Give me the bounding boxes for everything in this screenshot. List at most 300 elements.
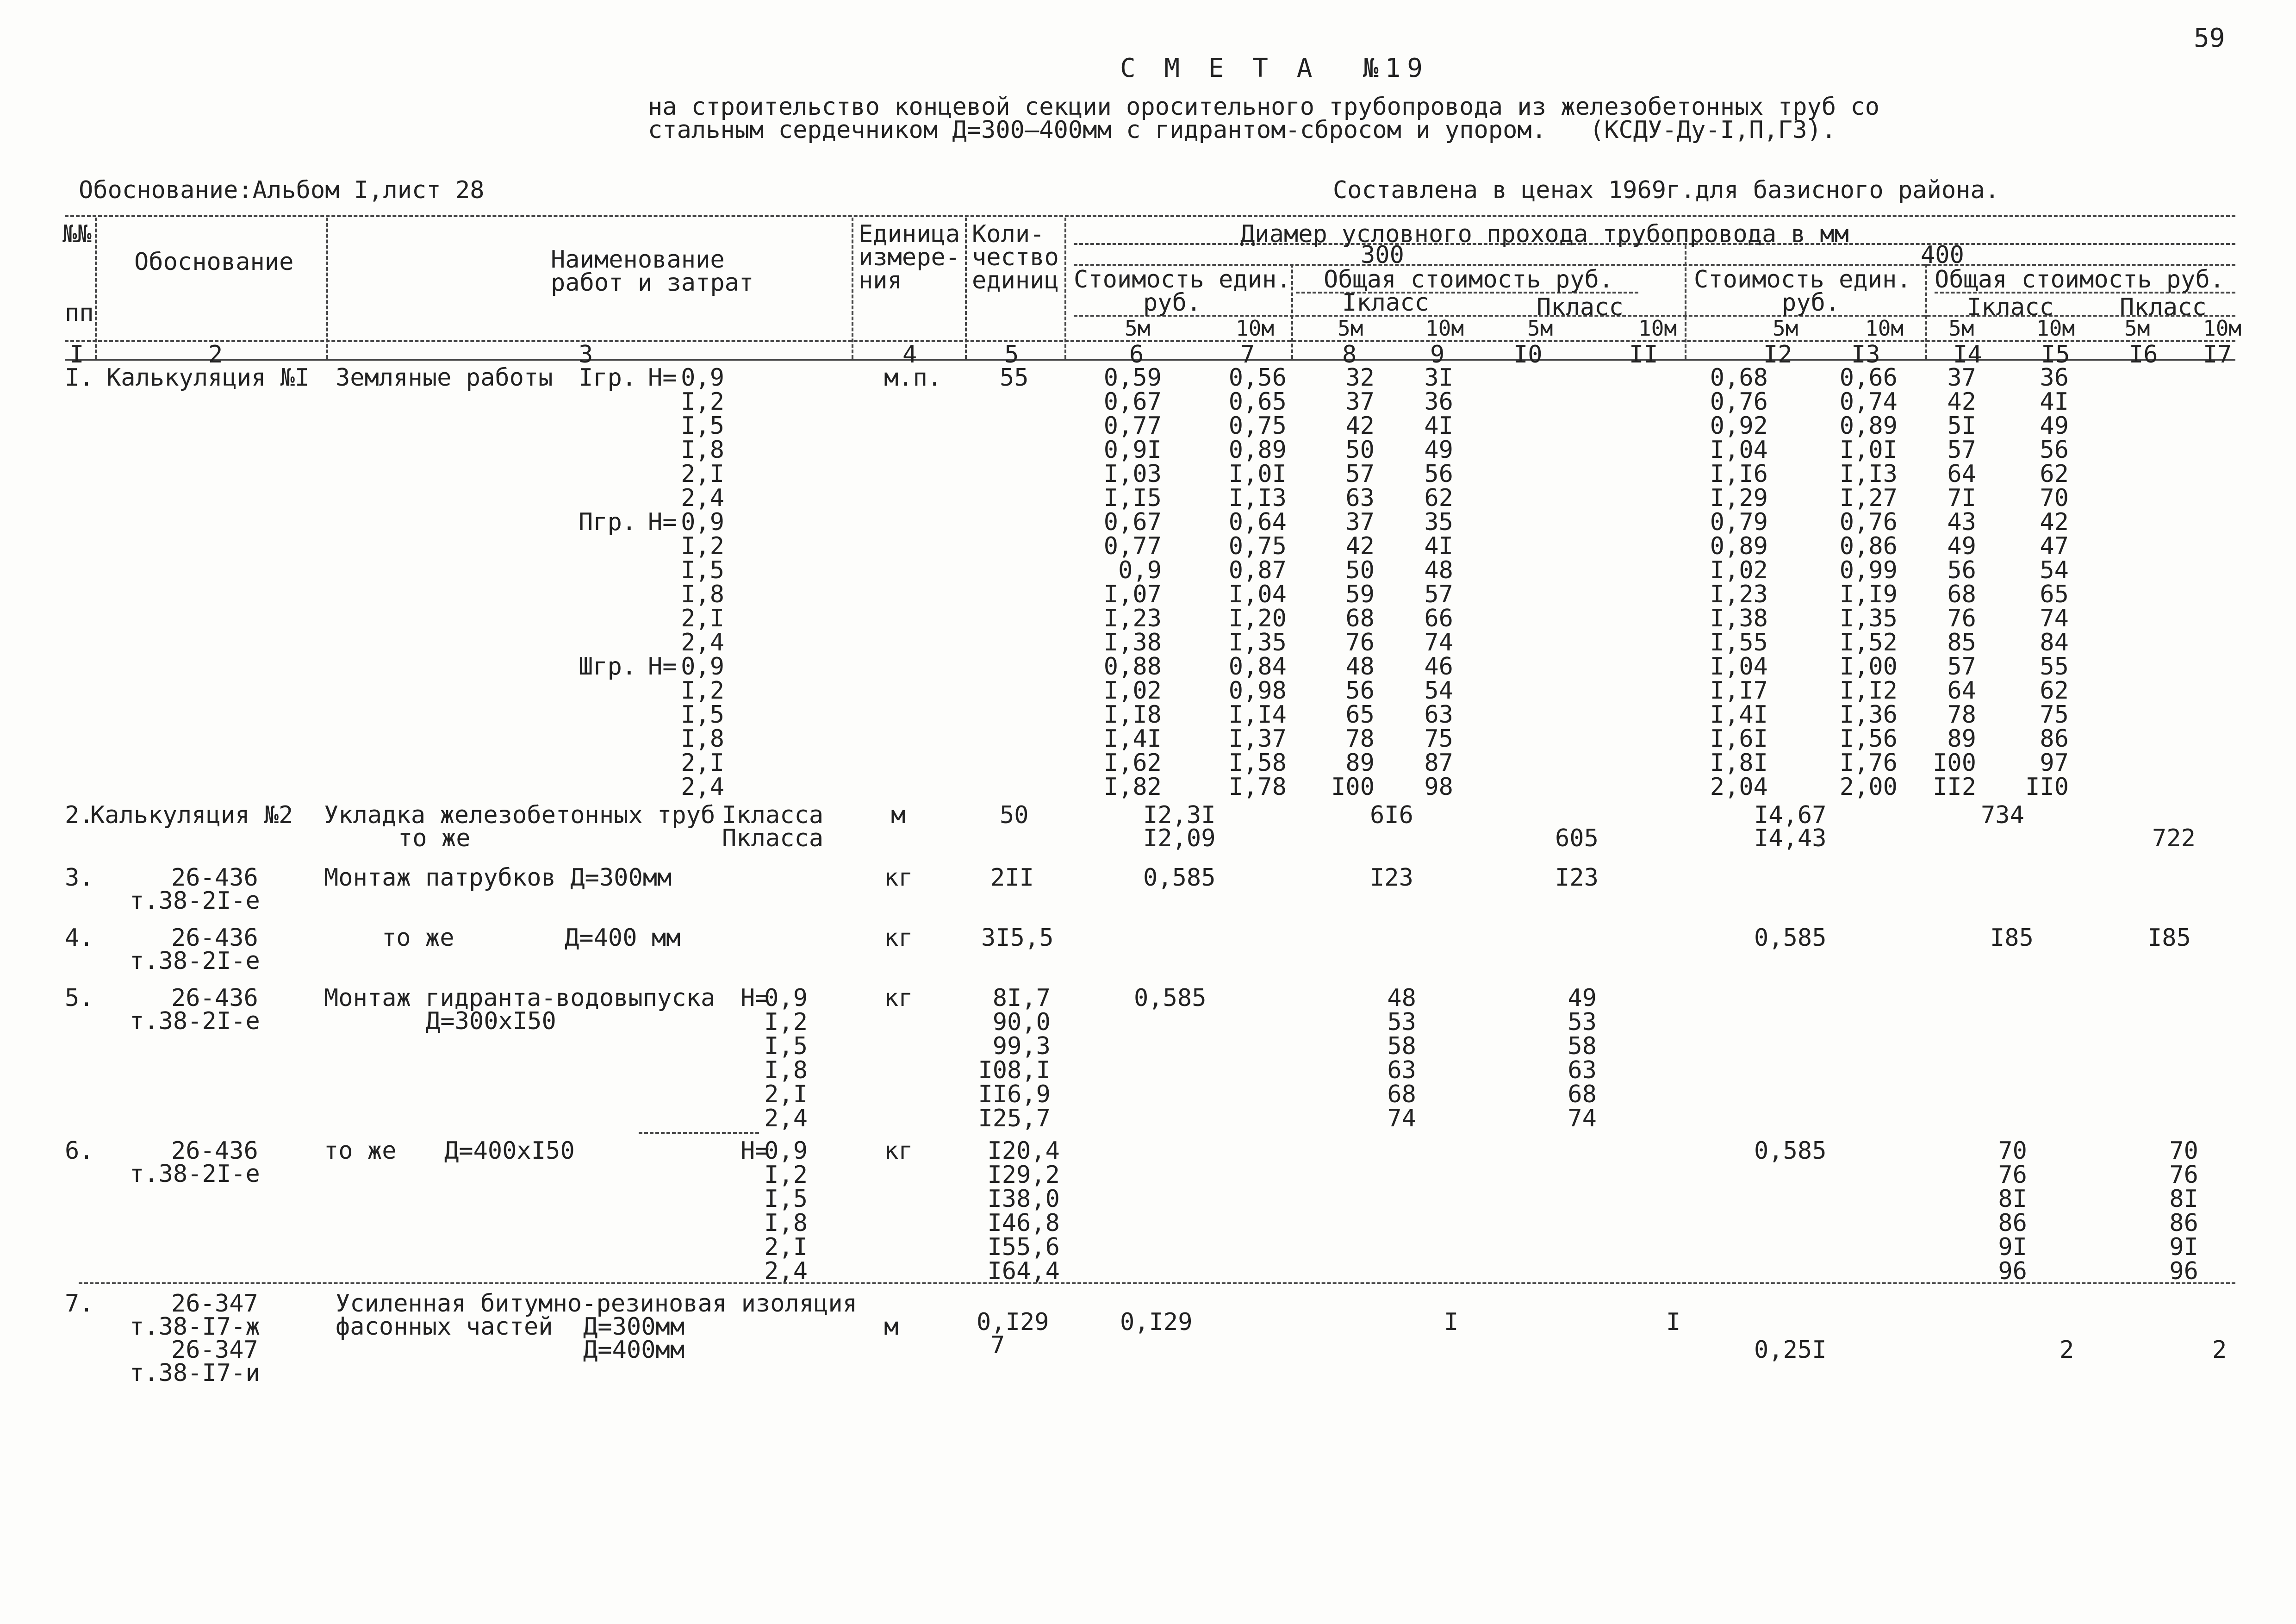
row1-col13-item: 0,99 xyxy=(1839,556,1898,584)
row5-col10 xyxy=(1555,986,1597,1131)
row7-basis-4: т.38-I7-и xyxy=(130,1359,260,1387)
header-diameter: Диамер условного прохода трубопровода в мм xyxy=(1240,220,1849,248)
colnum-11: II xyxy=(1629,341,1658,369)
row1-col14-item: 89 xyxy=(1947,725,1976,753)
row6-num: 6. xyxy=(65,1137,94,1165)
header-qty-1: Коли- xyxy=(972,220,1045,248)
row1-col15-item: 62 xyxy=(2040,460,2069,488)
row1-col7-item: I,0I xyxy=(1228,460,1287,488)
row1-h-values-item: I,8 xyxy=(681,725,724,753)
row7-col6: 0,I29 xyxy=(1120,1308,1193,1336)
header-5m-c6: 5м xyxy=(1125,316,1151,341)
colnum-4: 4 xyxy=(902,341,917,369)
row1-col12-item: I,55 xyxy=(1710,629,1768,656)
row1-col7 xyxy=(1213,366,1287,799)
row6-col16-item: 70 xyxy=(2169,1137,2198,1165)
header-d300: 300 xyxy=(1361,241,1404,269)
row6-basis-1: 26-436 xyxy=(171,1137,258,1165)
row6-col14-item: 70 xyxy=(1998,1137,2027,1165)
row1-col12-item: I,29 xyxy=(1710,484,1768,512)
row1-col14-item: 68 xyxy=(1947,581,1976,608)
row2-name-2: то же xyxy=(398,824,471,852)
row6-qty-item: I38,0 xyxy=(987,1185,1060,1213)
header-10m-c13: 10м xyxy=(1865,316,1904,341)
row5-qty-item: 8I,7 xyxy=(992,984,1051,1012)
row1-col15-item: 47 xyxy=(2040,532,2069,560)
header-num-2: пп xyxy=(65,299,94,327)
row1-h-values-item: I,8 xyxy=(681,436,724,464)
row6-h-values-item: I,5 xyxy=(764,1185,808,1213)
row4-name-1: то же xyxy=(382,924,454,952)
row5-col10-item: 53 xyxy=(1568,1008,1597,1036)
row1-col14-item: 37 xyxy=(1947,364,1976,392)
row1-col6-item: 0,9I xyxy=(1103,436,1162,464)
row4-col12: 0,585 xyxy=(1754,924,1827,952)
row1-col12-item: I,4I xyxy=(1710,701,1768,729)
row5-qty-item: II6,9 xyxy=(978,1081,1051,1108)
row6-col16-item: 86 xyxy=(2169,1209,2198,1237)
row5-sep xyxy=(639,1132,759,1134)
row5-col10-item: 49 xyxy=(1568,984,1597,1012)
row1-col7-item: I,I3 xyxy=(1228,484,1287,512)
row5-col10-item: 58 xyxy=(1568,1032,1597,1060)
row1-col6-item: 0,67 xyxy=(1103,508,1162,536)
row1-col15-item: 86 xyxy=(2040,725,2069,753)
row1-col7-item: 0,75 xyxy=(1228,532,1287,560)
row1-col9-item: 35 xyxy=(1424,508,1453,536)
row1-col14-item: 57 xyxy=(1947,436,1976,464)
header-class1-300: Iкласс xyxy=(1342,289,1429,317)
row2-col14: 734 xyxy=(1981,801,2024,829)
header-10m-c9: 10м xyxy=(1425,316,1464,341)
colnum-12: I2 xyxy=(1763,341,1792,369)
header-unit-3: ния xyxy=(859,267,902,294)
row6-name-2: Д=400хI50 xyxy=(444,1137,575,1165)
row1-col6-item: I,4I xyxy=(1103,725,1162,753)
row1-col6-item: I,82 xyxy=(1103,773,1162,801)
row3-col10: I23 xyxy=(1555,864,1599,892)
row2-name-1: Укладка железобетонных труб xyxy=(324,801,716,829)
row7-qty-2: 7 xyxy=(990,1331,1005,1359)
row1-col14-item: II2 xyxy=(1933,773,1976,801)
row6-col16-item: 76 xyxy=(2169,1161,2198,1189)
row6-sep xyxy=(79,1282,2235,1284)
row5-h-values-item: I,2 xyxy=(764,1008,808,1036)
row1-col6-item: I,I8 xyxy=(1103,701,1162,729)
row1-col15-item: 65 xyxy=(2040,581,2069,608)
row4-name-2: Д=400 мм xyxy=(565,924,681,952)
row2-class-1: Iкласса xyxy=(722,801,824,829)
row1-col6-item: 0,77 xyxy=(1103,412,1162,440)
row1-col15 xyxy=(2018,366,2069,799)
row5-qty-item: I08,I xyxy=(978,1056,1051,1084)
row1-col9-item: 46 xyxy=(1424,653,1453,681)
row1-col8-item: 37 xyxy=(1345,388,1375,416)
row4-col14: I85 xyxy=(1990,924,2034,952)
row1-h-values-item: I,2 xyxy=(681,677,724,705)
row7-col14: 2 xyxy=(2060,1336,2074,1364)
row5-h-values-item: 2,4 xyxy=(764,1105,808,1132)
row1-num: I. xyxy=(65,364,94,392)
header-10m-c17: 10м xyxy=(2203,316,2242,341)
vsep xyxy=(965,218,967,359)
row5-col8-item: 74 xyxy=(1387,1105,1416,1132)
row1-col12-item: 0,76 xyxy=(1710,388,1768,416)
row6-name-1: то же xyxy=(324,1137,397,1165)
row1-col13-item: I,I9 xyxy=(1839,581,1898,608)
row1-col6-item: 0,9 xyxy=(1118,556,1162,584)
row1-col15-item: 74 xyxy=(2040,605,2069,632)
vsep xyxy=(1291,264,1293,359)
colnum-6: 6 xyxy=(1129,341,1144,369)
row5-col6: 0,585 xyxy=(1134,984,1207,1012)
row1-h-values-item: I,5 xyxy=(681,701,724,729)
row1-col8-item: 56 xyxy=(1345,677,1375,705)
row1-col9-item: 36 xyxy=(1424,388,1453,416)
row1-h-label-1: Н= xyxy=(648,364,677,392)
row1-col8-item: 65 xyxy=(1345,701,1375,729)
row6-h-label: Н= xyxy=(740,1137,770,1165)
row1-col6-item: 0,77 xyxy=(1103,532,1162,560)
header-unit-1: Единица xyxy=(859,220,960,248)
row6-col16-item: 8I xyxy=(2169,1185,2198,1213)
header-unit-cost-300: Стоимость един. xyxy=(1074,266,1291,294)
row1-col12-item: I,02 xyxy=(1710,556,1768,584)
row6-col16 xyxy=(2152,1139,2198,1283)
row4-unit: кг xyxy=(884,924,913,952)
row1-col7-item: 0,89 xyxy=(1228,436,1287,464)
vsep xyxy=(1064,218,1066,359)
row5-qty-item: 90,0 xyxy=(992,1008,1051,1036)
row1-col13-item: 0,89 xyxy=(1839,412,1898,440)
row1-col12 xyxy=(1694,366,1768,799)
row1-col15-item: II0 xyxy=(2025,773,2069,801)
row1-h-values-item: 2,4 xyxy=(681,484,724,512)
row1-h-values-item: I,5 xyxy=(681,556,724,584)
colnum-17: I7 xyxy=(2203,341,2232,369)
row1-col9-item: 75 xyxy=(1424,725,1453,753)
row7-name-4: Д=400мм xyxy=(583,1336,685,1364)
colnum-9: 9 xyxy=(1430,341,1445,369)
row1-col6-item: I,38 xyxy=(1103,629,1162,656)
colnum-14: I4 xyxy=(1953,341,1982,369)
row4-basis-2: т.38-2I-е xyxy=(130,947,260,975)
header-top-rule xyxy=(65,215,2235,217)
header-class2-400: Пкласс xyxy=(2120,294,2207,321)
row1-col13-item: 0,66 xyxy=(1839,364,1898,392)
row6-qty-item: I20,4 xyxy=(987,1137,1060,1165)
row1-col13-item: I,0I xyxy=(1839,436,1898,464)
row2-class-2: Пкласса xyxy=(722,824,824,852)
row1-col13-item: I,36 xyxy=(1839,701,1898,729)
row1-col8-item: 32 xyxy=(1345,364,1375,392)
row2-col12-a: I4,67 xyxy=(1754,801,1827,829)
row6-col16-item: 9I xyxy=(2169,1233,2198,1261)
row2-col16: 722 xyxy=(2152,824,2196,852)
row5-col10-item: 63 xyxy=(1568,1056,1597,1084)
row6-col14 xyxy=(1981,1139,2027,1283)
row1-col7-item: I,58 xyxy=(1228,749,1287,777)
row1-col6-item: I,07 xyxy=(1103,581,1162,608)
row7-unit: м xyxy=(884,1313,899,1341)
row1-col12-item: 0,79 xyxy=(1710,508,1768,536)
row1-col13-item: 0,86 xyxy=(1839,532,1898,560)
row1-col8-item: 68 xyxy=(1345,605,1375,632)
colnum-1: I xyxy=(69,341,84,369)
row1-col8-item: I00 xyxy=(1331,773,1375,801)
row1-col15-item: 4I xyxy=(2040,388,2069,416)
header-10m-c11: 10м xyxy=(1638,316,1677,341)
vsep xyxy=(1685,245,1686,359)
row6-qty-item: I55,6 xyxy=(987,1233,1060,1261)
row1-col6-item: I,62 xyxy=(1103,749,1162,777)
row1-col15-item: 56 xyxy=(2040,436,2069,464)
row1-col12-item: 0,68 xyxy=(1710,364,1768,392)
row1-col12-item: I,I6 xyxy=(1710,460,1768,488)
row2-qty: 50 xyxy=(1000,801,1029,829)
row1-h-values-item: I,2 xyxy=(681,388,724,416)
row1-group-1: Iгр. xyxy=(579,364,637,392)
header-qty-2: чество xyxy=(972,244,1059,271)
row1-group-2: Пгр. xyxy=(579,508,637,536)
row1-col12-item: 2,04 xyxy=(1710,773,1768,801)
row1-col12-item: I,I7 xyxy=(1710,677,1768,705)
row1-col9-item: 74 xyxy=(1424,629,1453,656)
row5-col8-item: 53 xyxy=(1387,1008,1416,1036)
row1-col6-item: 0,67 xyxy=(1103,388,1162,416)
row5-col10-item: 74 xyxy=(1568,1105,1597,1132)
row1-h-values xyxy=(676,366,724,799)
row7-col12: 0,25I xyxy=(1754,1336,1827,1364)
row3-qty: 2II xyxy=(990,864,1034,892)
row1-col9-item: 62 xyxy=(1424,484,1453,512)
row3-num: 3. xyxy=(65,864,94,892)
header-5m-c16: 5м xyxy=(2124,316,2150,341)
row1-col14-item: 5I xyxy=(1947,412,1976,440)
row5-h-label: Н= xyxy=(740,984,770,1012)
row1-h-values-item: I,8 xyxy=(681,581,724,608)
row1-group-3: Шгр. xyxy=(579,653,637,681)
row5-h-values-item: 2,I xyxy=(764,1081,808,1108)
row1-col7-item: I,20 xyxy=(1228,605,1287,632)
row1-col8-item: 48 xyxy=(1345,653,1375,681)
row1-col15-item: 54 xyxy=(2040,556,2069,584)
row1-col15-item: 84 xyxy=(2040,629,2069,656)
row3-unit: кг xyxy=(884,864,913,892)
row2-num: 2. xyxy=(65,801,94,829)
row1-col15-item: 70 xyxy=(2040,484,2069,512)
row1-col8-item: 42 xyxy=(1345,412,1375,440)
row1-col6-item: I,02 xyxy=(1103,677,1162,705)
row4-basis-1: 26-436 xyxy=(171,924,258,952)
row3-col8: I23 xyxy=(1370,864,1413,892)
row1-col13-item: 0,76 xyxy=(1839,508,1898,536)
row1-col8-item: 59 xyxy=(1345,581,1375,608)
colnum-2: 2 xyxy=(208,341,223,369)
vsep xyxy=(852,218,853,359)
row1-col7-item: I,I4 xyxy=(1228,701,1287,729)
header-5m-c8: 5м xyxy=(1338,316,1363,341)
row6-h-values-item: 2,I xyxy=(764,1233,808,1261)
row1-h-values-item: 2,I xyxy=(681,460,724,488)
row7-col8: I xyxy=(1444,1308,1459,1336)
row6-col14-item: 9I xyxy=(1998,1233,2027,1261)
row2-unit: м xyxy=(891,801,906,829)
row3-basis-2: т.38-2I-е xyxy=(130,887,260,915)
row1-col9-item: 56 xyxy=(1424,460,1453,488)
header-5m-c10: 5м xyxy=(1527,316,1553,341)
header-unit-cost-400: Стоимость един. xyxy=(1694,266,1911,294)
row1-col12-item: 0,92 xyxy=(1710,412,1768,440)
row6-col14-item: 86 xyxy=(1998,1209,2027,1237)
row1-col6-item: I,I5 xyxy=(1103,484,1162,512)
row1-col8-item: 50 xyxy=(1345,436,1375,464)
row1-col7-item: 0,87 xyxy=(1228,556,1287,584)
row6-h-values-item: 0,9 xyxy=(764,1137,808,1165)
row1-col6-item: 0,88 xyxy=(1103,653,1162,681)
colnum-8: 8 xyxy=(1342,341,1357,369)
row1-h-label-2: Н= xyxy=(648,508,677,536)
row1-col13-item: I,27 xyxy=(1839,484,1898,512)
row6-col14-item: 96 xyxy=(1998,1257,2027,1285)
subtitle-line-2: стальным сердечником Д=300–400мм с гидрантом-сбросом и упором. (КСДУ-Ду-I,П,ГЗ). xyxy=(648,116,1836,144)
row5-col8-item: 48 xyxy=(1387,984,1416,1012)
row1-col7-item: 0,75 xyxy=(1228,412,1287,440)
header-basis: Обоснование xyxy=(134,248,294,276)
row6-h-values-item: 2,4 xyxy=(764,1257,808,1285)
row1-col12-item: I,6I xyxy=(1710,725,1768,753)
header-5m-c14: 5м xyxy=(1948,316,1974,341)
row2-basis: Калькуляция №2 xyxy=(90,801,293,829)
row5-col8-item: 68 xyxy=(1387,1081,1416,1108)
row2-col6-b: I2,09 xyxy=(1143,824,1216,852)
row6-h-values-item: I,8 xyxy=(764,1209,808,1237)
header-mid-rule xyxy=(65,340,2235,342)
row1-col14-item: 76 xyxy=(1947,605,1976,632)
row7-name-3: Д=300мм xyxy=(583,1313,685,1341)
row1-col9 xyxy=(1407,366,1453,799)
row5-name-2: Д=300хI50 xyxy=(426,1007,556,1035)
header-total-cost-400: Общая стоимость руб. xyxy=(1935,266,2225,294)
row5-name-1: Монтаж гидранта-водовыпуска xyxy=(324,984,716,1012)
row4-qty: 3I5,5 xyxy=(981,924,1054,952)
row5-col10-item: 68 xyxy=(1568,1081,1597,1108)
colnum-13: I3 xyxy=(1851,341,1880,369)
colnum-15: I5 xyxy=(2041,341,2070,369)
row1-col14-item: 64 xyxy=(1947,460,1976,488)
row5-h-values-item: I,5 xyxy=(764,1032,808,1060)
basis-line: Обоснование:Альбом I,лист 28 xyxy=(79,176,485,204)
colnum-3: 3 xyxy=(579,341,593,369)
row1-h-label-3: Н= xyxy=(648,653,677,681)
row1-col6-item: I,03 xyxy=(1103,460,1162,488)
row1-col9-item: 63 xyxy=(1424,701,1453,729)
row1-h-values-item: I,2 xyxy=(681,532,724,560)
header-total-cost-300: Общая стоимость руб. xyxy=(1324,266,1614,294)
row6-unit: кг xyxy=(884,1137,913,1165)
row1-col8-item: 89 xyxy=(1345,749,1375,777)
row1-col8-item: 76 xyxy=(1345,629,1375,656)
row1-col9-item: 4I xyxy=(1424,532,1453,560)
header-class2-300: Пкласс xyxy=(1537,294,1624,321)
row1-col12-item: I,04 xyxy=(1710,653,1768,681)
row1-col7-item: 0,64 xyxy=(1228,508,1287,536)
row1-col13-item: 0,74 xyxy=(1839,388,1898,416)
row1-col14-item: 85 xyxy=(1947,629,1976,656)
colnum-10: I0 xyxy=(1513,341,1543,369)
row1-col9-item: 66 xyxy=(1424,605,1453,632)
row2-col10: 605 xyxy=(1555,824,1599,852)
header-d400: 400 xyxy=(1921,241,1964,269)
row1-name: Земляные работы xyxy=(336,364,553,392)
row1-col8-item: 63 xyxy=(1345,484,1375,512)
row5-col8 xyxy=(1375,986,1416,1131)
row6-col16-item: 96 xyxy=(2169,1257,2198,1285)
row1-col9-item: 98 xyxy=(1424,773,1453,801)
row1-col12-item: I,38 xyxy=(1710,605,1768,632)
document-title: С М Е Т А №19 xyxy=(1120,53,1430,83)
row6-basis-2: т.38-2I-е xyxy=(130,1160,260,1188)
subtitle-line-1: на строительство концевой секции оросительного трубопровода из железобетонных труб со xyxy=(648,93,1880,121)
row5-qty-item: 99,3 xyxy=(992,1032,1051,1060)
row1-col8-item: 57 xyxy=(1345,460,1375,488)
row1-basis: Калькуляция №I xyxy=(106,364,310,392)
row1-col7-item: 0,84 xyxy=(1228,653,1287,681)
row1-col9-item: 48 xyxy=(1424,556,1453,584)
row1-unit: м.п. xyxy=(884,364,942,392)
row1-col9-item: 54 xyxy=(1424,677,1453,705)
row1-col13-item: I,35 xyxy=(1839,605,1898,632)
colnum-16: I6 xyxy=(2129,341,2158,369)
row1-col8-item: 37 xyxy=(1345,508,1375,536)
row5-basis-2: т.38-2I-е xyxy=(130,1007,260,1035)
row1-col13-item: I,76 xyxy=(1839,749,1898,777)
row5-qty-item: I25,7 xyxy=(978,1105,1051,1132)
row2-col12-b: I4,43 xyxy=(1754,824,1827,852)
row1-col13-item: 2,00 xyxy=(1839,773,1898,801)
row1-col12-item: I,8I xyxy=(1710,749,1768,777)
row5-col8-item: 58 xyxy=(1387,1032,1416,1060)
row1-col15-item: 49 xyxy=(2040,412,2069,440)
row1-col9-item: 87 xyxy=(1424,749,1453,777)
row1-col15-item: 42 xyxy=(2040,508,2069,536)
row1-col7-item: 0,98 xyxy=(1228,677,1287,705)
row1-col8 xyxy=(1324,366,1375,799)
row1-h-values-item: 0,9 xyxy=(681,364,724,392)
row5-basis-1: 26-436 xyxy=(171,984,258,1012)
row7-qty-1: 0,I29 xyxy=(977,1308,1049,1336)
header-class1-400: Iкласс xyxy=(1967,294,2054,321)
row1-col13-item: I,I3 xyxy=(1839,460,1898,488)
row1-h-values-item: 0,9 xyxy=(681,508,724,536)
vsep xyxy=(1925,264,1927,359)
row5-qty xyxy=(972,986,1051,1131)
row1-h-values-item: 0,9 xyxy=(681,653,724,681)
row1-col13-item: I,00 xyxy=(1839,653,1898,681)
row7-name-2: фасонных частей xyxy=(336,1313,553,1341)
row1-col7-item: I,04 xyxy=(1228,581,1287,608)
row1-h-values-item: 2,I xyxy=(681,605,724,632)
header-unit-2: измере- xyxy=(859,244,960,271)
row5-num: 5. xyxy=(65,984,94,1012)
row6-qty xyxy=(972,1139,1060,1283)
row1-h-values-item: 2,I xyxy=(681,749,724,777)
header-rub-300: руб. xyxy=(1143,289,1201,317)
row1-col14-item: 78 xyxy=(1947,701,1976,729)
row7-name-1: Усиленная битумно-резиновая изоляция xyxy=(336,1290,858,1318)
row2-col8: 6I6 xyxy=(1370,801,1413,829)
row1-col12-item: I,04 xyxy=(1710,436,1768,464)
